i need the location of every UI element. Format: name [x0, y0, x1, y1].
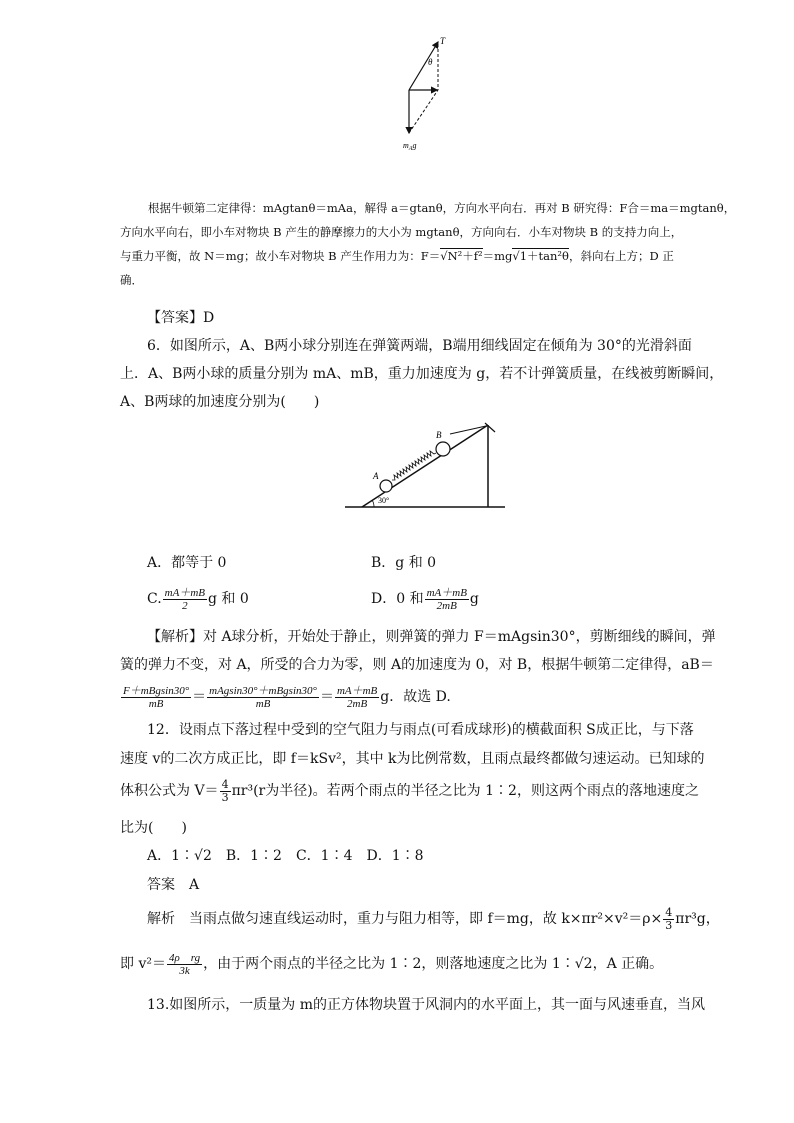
tension-vector	[409, 42, 438, 90]
solution12-line1: 解析 当雨点做匀速直线运动时，重力与阻力相等，即 f＝mg，故 k×πr²×v²＝ρ× $\frac{4}{3}$ πr³g，	[147, 905, 720, 932]
wall-top	[485, 423, 495, 432]
ball-A	[380, 480, 392, 492]
diagonal-dashed-line	[409, 90, 438, 133]
solution6-line2: 簧的弹力不变，对 A，所受的合力为零，则 A的加速度为 0，对 B，根据牛顿第二定律得，aB＝	[120, 657, 714, 673]
force-diagram	[395, 30, 465, 155]
q6-option-C: C. $\frac{mA+mB}{2}$ g 和 0	[147, 586, 249, 612]
solution6-line1: 【解析】对 A球分析，开始处于静止，则弹簧的弹力 F＝mAgsin30°，剪断细线的瞬间，弹	[147, 629, 716, 645]
solution12-line2: 即 v²＝ $\frac{\text{4ρ rg}}{3k}$ ，由于两个雨点的半径之比为 1∶2，则落地速度之比为 1∶√2，A 正确。	[120, 951, 664, 977]
label-T: T	[440, 36, 446, 46]
q6-option-A: A．都等于 0	[147, 555, 227, 571]
ball-B	[436, 442, 450, 456]
incline-diagram	[340, 420, 510, 515]
label-mAg: $m_Ag$	[403, 141, 417, 152]
q12-options: A．1∶√2 B．1∶2 C．1∶4 D．1∶8	[147, 848, 424, 864]
q12-line3: 体积公式为 V＝ $\frac{4}{3}$ πr³(r为半径)。若两个雨点的半径之比为 1∶2，则这两个雨点的落地速度之	[120, 777, 699, 804]
solution6-line3: $\frac{\text{F＋mBgsin30°}}{mB}$ ＝ $\frac{\text{mAgsin30°＋mBgsin30°}}{mB}$ ＝ $\frac{mA+mB}{2mB}$ g．故选 D.	[123, 684, 451, 710]
q6-option-B: B．g 和 0	[371, 555, 437, 571]
solution5-line1: 根据牛顿第二定律得：mAgtanθ＝mAa，解得 a＝gtanθ，方向水平向右．再对 B 研究得：F合＝ma＝mgtanθ，	[148, 201, 736, 215]
label-A: A	[373, 471, 379, 481]
solution5-line2: 方向水平向右，即小车对物块 B 产生的静摩擦力的大小为 mgtanθ，方向向右．小车对物块 B 的支持力向上，	[120, 225, 683, 239]
q12-line4: 比为( )	[120, 820, 187, 836]
q12-line1: 12．设雨点下落过程中受到的空气阻力与雨点(可看成球形)的横截面积 S成正比，与下落	[147, 722, 694, 738]
q6-line3: A、B两球的加速度分别为( )	[120, 394, 320, 410]
angle-arc	[372, 500, 374, 507]
solution5-line3: 与重力平衡，故 N＝mg；故小车对物块 B 产生作用力为：F＝√N²＋f²＝mg√1＋tan²θ，斜向右上方；D 正	[120, 249, 674, 263]
answer12: 答案 A	[147, 877, 200, 893]
q12-line2: 速度 v的二次方成正比，即 f＝kSv²，其中 k为比例常数，且雨点最终都做匀速运动。已知球的	[120, 751, 705, 767]
answer5: 【答案】D	[147, 310, 215, 326]
q6-line1: 6．如图所示，A、B两小球分别连在弹簧两端，B端用细线固定在倾角为 30°的光滑斜面	[147, 338, 692, 354]
label-B: B	[436, 430, 442, 440]
label-theta: θ	[428, 57, 433, 67]
spring	[392, 451, 436, 480]
incline-surface	[362, 425, 488, 507]
label-angle: 30°	[378, 496, 390, 505]
solution5-line4: 确．	[120, 273, 143, 287]
q6-option-D: D．0 和 $\frac{mA+mB}{2mB}$ g	[371, 586, 479, 612]
q6-line2: 上．A、B两小球的质量分别为 mA、mB，重力加速度为 g，若不计弹簧质量，在线被剪断瞬间，	[120, 366, 724, 382]
q13-line1: 13.如图所示，一质量为 m的正方体物块置于风洞内的水平面上，其一面与风速垂直，当风	[147, 997, 705, 1013]
